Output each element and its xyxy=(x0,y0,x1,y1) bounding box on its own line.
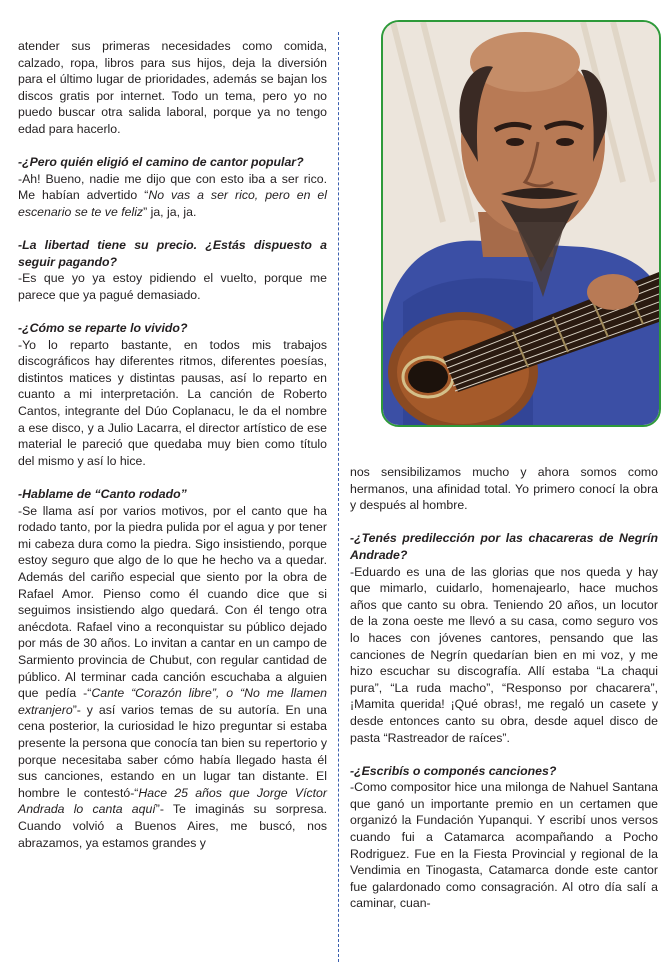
left-column xyxy=(18,38,327,868)
qa-block xyxy=(350,763,658,912)
answer-text: -Como compositor hice una milonga de Nahuel Santana que ganó un importante premio en un certamen que organizó la Fundación Yupanqui. Y escribí unos versos cuando fui a Catamarca acompañando a Pocho Rodriguez. Fue en la Fiesta Provincial y regional de la Vendimia en Tinogasta, Catamarca donde este cantor fue galardonado como consagración. Al otro día salí a caminar, cuan- xyxy=(350,780,658,911)
right-column xyxy=(350,464,658,929)
photo-illustration xyxy=(383,22,659,425)
answer-text: atender sus primeras necesidades como comida, calzado, ropa, libros para sus hijos, deja la diversión para el último lugar de prioridades, además se bajan los discos gratis por internet. Todo un tema, pero yo no puedo buscar otra salida laboral, porque ya no tengo edad para hacerlo. xyxy=(18,39,327,136)
answer-segment: ”- Te imaginás su sorpresa. Cuando volvió a Buenos Aires, me buscó, nos abrazamos, ya estamos grandes y xyxy=(18,802,327,850)
answer-text xyxy=(18,171,327,221)
quote-italic: No vas a ser rico, pero en el escenario se te ve feliz xyxy=(18,188,328,219)
paragraph xyxy=(350,464,658,514)
answer-text: -Yo lo reparto bastante, en todos mis trabajos discográficos hay diferentes ritmos, diferentes poesías, distintos matices y distintas pausas, así lo reparto en cuanto a mi interpretación. La canción de Roberto Cantos, integrante del Dúo Coplanacu, le da el nombre a ese disco, y a Julio Lacarra, el director artístico de ese material le pareció que quedaba muy bien como título del mismo y así lo hice. xyxy=(18,337,327,468)
answer-segment: -Ah! Bueno, nadie me dijo que con esto iba a ser rico. Me habían advertido “ xyxy=(18,171,327,203)
question-heading: -Hablame de “Canto rodado” xyxy=(18,487,187,502)
question-heading: -¿Escribís o componés canciones? xyxy=(350,763,557,778)
answer-text: -Es que yo ya estoy pidiendo el vuelto, porque me parece que ya pagué demasiado. xyxy=(18,271,327,302)
answer-text: -Eduardo es una de las glorias que nos queda y hay que mimarlo, cuidarlo, homenajearlo, hace muchos años que canto su obra. Teniendo 20 años, un locutor de la zona oeste me llevó a su casa, como seguro vos lo haces con jóvenes cantores, pensando que las canciones de Negrín quedarían bien en mi voz, y me hizo escuchar su discografía. Allí estaba “La chaqui pura”, “La ruda macho”, “Responso por chacarera”, ¡Mamita querida! ¡Qué obras!, me regaló un casete y desde entonces canto su obra, desde aquel disco de pasta “Rastreador de raíces”. xyxy=(350,564,658,745)
paragraph xyxy=(18,38,327,138)
answer-segment: ” ja, ja, ja. xyxy=(143,204,197,219)
quote-italic: Hace 25 años que Jorge Víctor Andrada lo canta aquí xyxy=(18,785,327,817)
qa-block xyxy=(18,154,327,220)
qa-block xyxy=(18,237,327,303)
quote-italic: Cante “Corazón libre”, o “No me llamen extranjero xyxy=(18,686,327,717)
question-heading: -La libertad tiene su precio. ¿Estás dispuesto a seguir pagando? xyxy=(18,238,327,269)
answer-segment: ”- y así varios temas de su autoría. En una cena posterior, la curiosidad le hizo preguntar si estaba presente la persona que conocía tan bien su repertorio y porque necesitaba saber cómo había llegado hasta él sus canciones, estando en un lugar tan distante. El hombre le contestó-“ xyxy=(18,702,327,800)
qa-block xyxy=(18,320,327,469)
singer-with-guitar-photo xyxy=(381,20,661,427)
qa-block xyxy=(350,530,658,746)
answer-text: nos sensibilizamos mucho y ahora somos como hermanos, una afinidad total. Yo primero conocí la obra y después al hombre. xyxy=(350,465,658,513)
question-heading: -¿Tenés predilección por las chacareras de Negrín Andrade? xyxy=(350,531,658,562)
qa-block xyxy=(18,486,327,851)
column-divider xyxy=(338,32,339,962)
question-heading: -¿Pero quién eligió el camino de cantor popular? xyxy=(18,155,304,170)
answer-segment: -Se llama así por varios motivos, por el canto que ha rodado tanto, por la piedra pulida por el agua y por tener mi cabeza dura como la piedra. Sigo insistiendo, porque estoy seguro que algo de lo que he hecho va a quedar. Además del cariño especial que siento por la obra de Rafael Amor. Pienso como él cuando dice que si seguimos insistiendo algo quedará. Con él tengo otra anécdota. Rafael vino a reconquistar su público dejado por más de 30 años. Lo invitan a cantar en un campo de Sarmiento provincia de Chubut, con regular cantidad de público. Al terminar cada canción escuchaba a alguien que pedía -“ xyxy=(18,503,327,701)
question-heading: -¿Cómo se reparte lo vivido? xyxy=(18,321,188,336)
answer-text xyxy=(18,503,327,851)
